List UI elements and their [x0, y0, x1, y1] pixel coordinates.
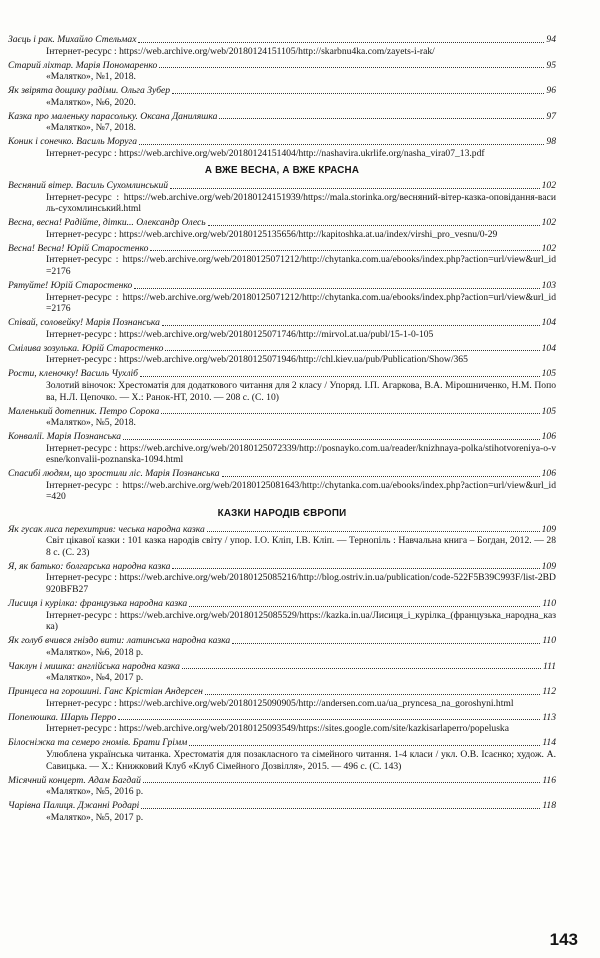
- entry-page-number: 112: [542, 686, 556, 698]
- dot-leader: [165, 350, 539, 351]
- entry-source: Інтернет-ресурс : https://web.archive.org/web/20180125071946/http://chl.kiev.ua/pub/Publication/Show/365: [46, 354, 468, 366]
- entry-heading-line: [8, 431, 556, 443]
- entry-heading-line: [8, 661, 556, 673]
- entry-heading-line: [8, 180, 556, 192]
- entry-title: Весняний вітер. Василь Сухомлинський: [8, 180, 169, 192]
- entry-source: Інтернет-ресурс : https://web.archive.org/web/20180125090905/http://andersen.com.ua/ua_pryncesa_na_goroshyni.html: [46, 697, 514, 709]
- entry-title: Заєць і рак. Михайло Стельмах: [8, 34, 137, 45]
- entry-heading-line: [8, 85, 556, 97]
- entry-heading-line: [8, 468, 556, 480]
- dot-leader: [159, 67, 544, 68]
- entry-heading-line: [8, 34, 556, 46]
- contents-entry: [8, 468, 556, 503]
- section-heading: А ВЖЕ ВЕСНА, А ВЖЕ КРАСНА: [204, 164, 360, 176]
- contents-entry: [8, 524, 556, 559]
- dot-leader: [123, 439, 540, 440]
- entry-title: Смілива зозулька. Юрій Старостенко: [8, 342, 164, 354]
- contents-entry: [8, 737, 556, 772]
- page-number: 143: [549, 930, 578, 950]
- entry-title: Чарівна Палиця. Джанні Родарі: [8, 800, 140, 812]
- entry-source: «Малятко», №5, 2016 р.: [46, 786, 144, 798]
- dot-leader: [141, 808, 540, 809]
- dot-leader: [208, 225, 540, 226]
- contents-entry: [8, 136, 556, 159]
- entry-source: Інтернет-ресурс : https://web.archive.org/web/20180125072339/http://posnayko.com.ua/reader/knizhnaya-polka/stihotvoreniya-o-vesne/konvalii-poznanska-1094.html: [46, 442, 556, 466]
- dot-leader: [222, 476, 540, 477]
- entry-heading-line: [8, 368, 556, 380]
- entry-source: Інтернет-ресурс : https://web.archive.org/web/20180125085529/https://kazka.in.ua/Лисиця_і_курілка_(французька_народна_казка): [46, 609, 556, 633]
- entry-title: Попелюшка. Шарль Перро: [8, 711, 117, 723]
- entry-title: Як голуб вчився гніздо вити: латинська народна казка: [8, 635, 231, 647]
- contents-entry: [8, 368, 556, 403]
- dot-leader: [161, 413, 539, 414]
- contents-entry: [8, 406, 556, 429]
- entry-page-number: 104: [541, 317, 556, 329]
- entry-page-number: 94: [546, 34, 556, 45]
- entry-source: «Малятко», №6, 2020.: [46, 96, 136, 108]
- entry-source: Інтернет-ресурс : https://web.archive.org/web/20180125071212/http://chytanka.com.ua/ebooks/index.php?action=url/view&url_id=2176: [46, 291, 556, 315]
- contents-entry: [8, 343, 556, 366]
- dot-leader: [162, 325, 540, 326]
- contents-entry: [8, 561, 556, 596]
- contents-entry: [8, 60, 556, 83]
- entry-page-number: 96: [546, 85, 556, 97]
- contents-entry: [8, 280, 556, 315]
- entry-title: Спасибі людям, що зростили ліс. Марія Познанська: [8, 468, 220, 480]
- entry-page-number: 106: [541, 468, 556, 480]
- entry-source: Інтернет-ресурс : https://web.archive.org/web/20180124151404/http://nashavira.ukrlife.org/nasha_vira07_13.pdf: [46, 147, 485, 159]
- dot-leader: [205, 694, 540, 695]
- entry-page-number: 106: [541, 431, 556, 443]
- entry-title: Я, як батько: болгарська народна казка: [8, 560, 171, 572]
- entry-heading-line: [8, 686, 556, 698]
- dot-leader: [219, 118, 544, 119]
- dot-leader: [150, 250, 539, 251]
- entry-title: Конвалії. Марія Познанська: [8, 431, 122, 443]
- entry-title: Місячний концерт. Адам Багдай: [8, 774, 141, 786]
- entry-source: Світ цікавої казки : 101 казка народів світу / упор. І.О. Кліп, І.В. Кліп. — Тернопіль : Навчальна книга – Богдан, 2012. — 288 с. (С. 23): [46, 535, 556, 558]
- entry-heading-line: [8, 136, 556, 148]
- entry-page-number: 104: [541, 342, 556, 354]
- entry-source: Інтернет-ресурс : https://web.archive.org/web/20180125071212/http://chytanka.com.ua/ebooks/index.php?action=url/view&url_id=2176: [46, 254, 556, 278]
- contents-entry: [8, 598, 556, 633]
- entry-title: Весна! Весна! Юрій Старостенко: [8, 242, 149, 254]
- entry-title: Рости, кленочку! Василь Чухліб: [8, 368, 139, 380]
- contents-entry: [8, 686, 556, 709]
- entry-source: Інтернет-ресурс : https://web.archive.org/web/20180125085216/http://blog.ostriv.in.ua/publication/code-522F5B39C993F/list-2BD920BFB27: [46, 572, 556, 595]
- section-heading: КАЗКИ НАРОДІВ ЄВРОПИ: [217, 508, 347, 520]
- entry-page-number: 109: [541, 560, 556, 572]
- dot-leader: [170, 188, 540, 189]
- entry-page-number: 105: [541, 368, 556, 380]
- entry-heading-line: [8, 737, 556, 749]
- entry-page-number: 116: [542, 774, 556, 786]
- contents-entry: [8, 111, 556, 134]
- entry-page-number: 97: [546, 110, 556, 122]
- entry-source: Інтернет-ресурс : https://web.archive.org/web/20180125071746/http://mirvol.at.ua/publ/15-1-0-105: [46, 328, 434, 340]
- contents-entry: [8, 635, 556, 658]
- entry-heading-line: [8, 712, 556, 724]
- contents-entry: [8, 85, 556, 108]
- entry-page-number: 110: [542, 597, 556, 609]
- entry-source: Інтернет-ресурс : https://web.archive.org/web/20180125093549/https://sites.google.com/site/kazkisarlaperro/popeluska: [46, 723, 509, 735]
- entry-title: Білосніжка та семеро гномів. Брати Грімм: [8, 737, 188, 749]
- entry-heading-line: [8, 598, 556, 610]
- entry-source: «Малятко», №5, 2017 р.: [46, 811, 144, 823]
- entry-title: Весна, весна! Радійте, дітки... Олександр Олесь: [8, 217, 206, 229]
- entry-source: Інтернет-ресурс : https://web.archive.org/web/20180125135656/http://kapitoshka.at.ua/index/virshi_pro_vesnu/0-29: [46, 228, 498, 240]
- dot-leader: [172, 93, 544, 94]
- dot-leader: [189, 745, 540, 746]
- entry-heading-line: [8, 111, 556, 123]
- entry-page-number: 113: [542, 711, 556, 723]
- entry-heading-line: [8, 343, 556, 355]
- contents-entry: [8, 34, 556, 57]
- entry-page-number: 103: [541, 280, 556, 292]
- entry-page-number: 102: [541, 242, 556, 254]
- entry-title: Як звірята дощику радіми. Ольга Зубер: [8, 85, 171, 97]
- dot-leader: [134, 288, 539, 289]
- entry-page-number: 109: [541, 523, 556, 535]
- contents-entry: [8, 243, 556, 278]
- contents-entry: [8, 800, 556, 823]
- entry-page-number: 105: [541, 405, 556, 417]
- entry-page-number: 118: [542, 800, 556, 812]
- entry-title: Принцеса на горошині. Ганс Крістіан Андерсен: [8, 686, 203, 698]
- entry-heading-line: [8, 524, 556, 536]
- entry-title: Як гусак лиса перехитрив: чеська народна казка: [8, 523, 205, 535]
- entry-title: Старий ліхтар. Марія Пономаренко: [8, 59, 158, 71]
- entry-title: Казка про маленьку парасольку. Оксана Даниляшка: [8, 110, 218, 122]
- dot-leader: [140, 376, 540, 377]
- entry-source: «Малятко», №5, 2018.: [46, 417, 136, 429]
- entry-heading-line: [8, 561, 556, 573]
- entry-source: «Малятко», №1, 2018.: [46, 71, 136, 83]
- entry-source: Інтернет-ресурс : https://web.archive.org/web/20180125081643/http://chytanka.com.ua/ebooks/index.php?action=url/view&url_id=420: [46, 479, 556, 503]
- contents-entry: [8, 180, 556, 215]
- entry-title: Співай, соловейку! Марія Познанська: [8, 317, 160, 329]
- entry-heading-line: [8, 635, 556, 647]
- entry-source: «Малятко», №7, 2018.: [46, 122, 136, 134]
- entry-page-number: 102: [541, 217, 556, 229]
- dot-leader: [232, 643, 540, 644]
- dot-leader: [207, 531, 540, 532]
- entry-source: Інтернет-ресурс : https://web.archive.org/web/20180124151939/https://mala.storinka.org/весняний-вітер-казка-оповідання-василь-сухомлинський.html: [46, 191, 556, 215]
- entry-heading-line: [8, 775, 556, 787]
- entry-source: Золотий віночок: Хрестоматія для додаткового читання для 2 класу / Упоряд. І.П. Агаркова, В.А. Мірошниченко, Н.М. Попова, Н.Л. Цепочко. — Х.: Ранок-НТ, 2010. — 208 с. (С. 10): [46, 379, 556, 403]
- dot-leader: [143, 782, 540, 783]
- contents-entry: [8, 431, 556, 466]
- dot-leader: [139, 144, 544, 145]
- entry-heading-line: [8, 217, 556, 229]
- entry-source: Улюблена українська читанка. Хрестоматія для позакласного та сімейного читання. 1-4 класи / укл. О.В. Ісаєнко; худож. А. Савицька. — Х.: Книжковий Клуб «Клуб Сімейного Дозвілля», 2015. — 496 с. (С. 143): [46, 749, 556, 772]
- entry-heading-line: [8, 280, 556, 292]
- entry-title: Маленький дотепник. Петро Сорока: [8, 405, 160, 417]
- entry-page-number: 114: [542, 737, 556, 749]
- dot-leader: [189, 606, 540, 607]
- entry-page-number: 102: [541, 180, 556, 192]
- contents-entry: [8, 775, 556, 798]
- contents-entry: [8, 217, 556, 240]
- entry-title: Рятуйте! Юрій Старостенко: [8, 280, 133, 292]
- entry-title: Лисиця і курілка: французька народна казка: [8, 597, 188, 609]
- entry-heading-line: [8, 406, 556, 418]
- entry-page-number: 98: [546, 136, 556, 148]
- entry-heading-line: [8, 243, 556, 255]
- entry-heading-line: [8, 317, 556, 329]
- entry-source: «Малятко», №4, 2017 р.: [46, 672, 144, 684]
- contents-page: [8, 34, 556, 826]
- contents-entry: [8, 317, 556, 340]
- dot-leader: [138, 42, 544, 43]
- entry-title: Коник і сонечко. Василь Моруга: [8, 136, 138, 148]
- dot-leader: [182, 668, 541, 669]
- entry-source: Інтернет-ресурс : https://web.archive.org/web/20180124151105/http://skarbnu4ka.com/zayets-i-rak/: [46, 45, 435, 57]
- entry-heading-line: [8, 60, 556, 72]
- contents-entry: [8, 712, 556, 735]
- dot-leader: [118, 719, 540, 720]
- dot-leader: [172, 568, 539, 569]
- entry-source: «Малятко», №6, 2018 р.: [46, 646, 144, 658]
- entry-page-number: 110: [542, 635, 556, 647]
- entry-page-number: 95: [546, 59, 556, 71]
- entry-page-number: 111: [543, 660, 556, 672]
- contents-entry: [8, 661, 556, 684]
- entry-title: Чаклун і мишка: англійська народна казка: [8, 660, 180, 672]
- entry-heading-line: [8, 800, 556, 812]
